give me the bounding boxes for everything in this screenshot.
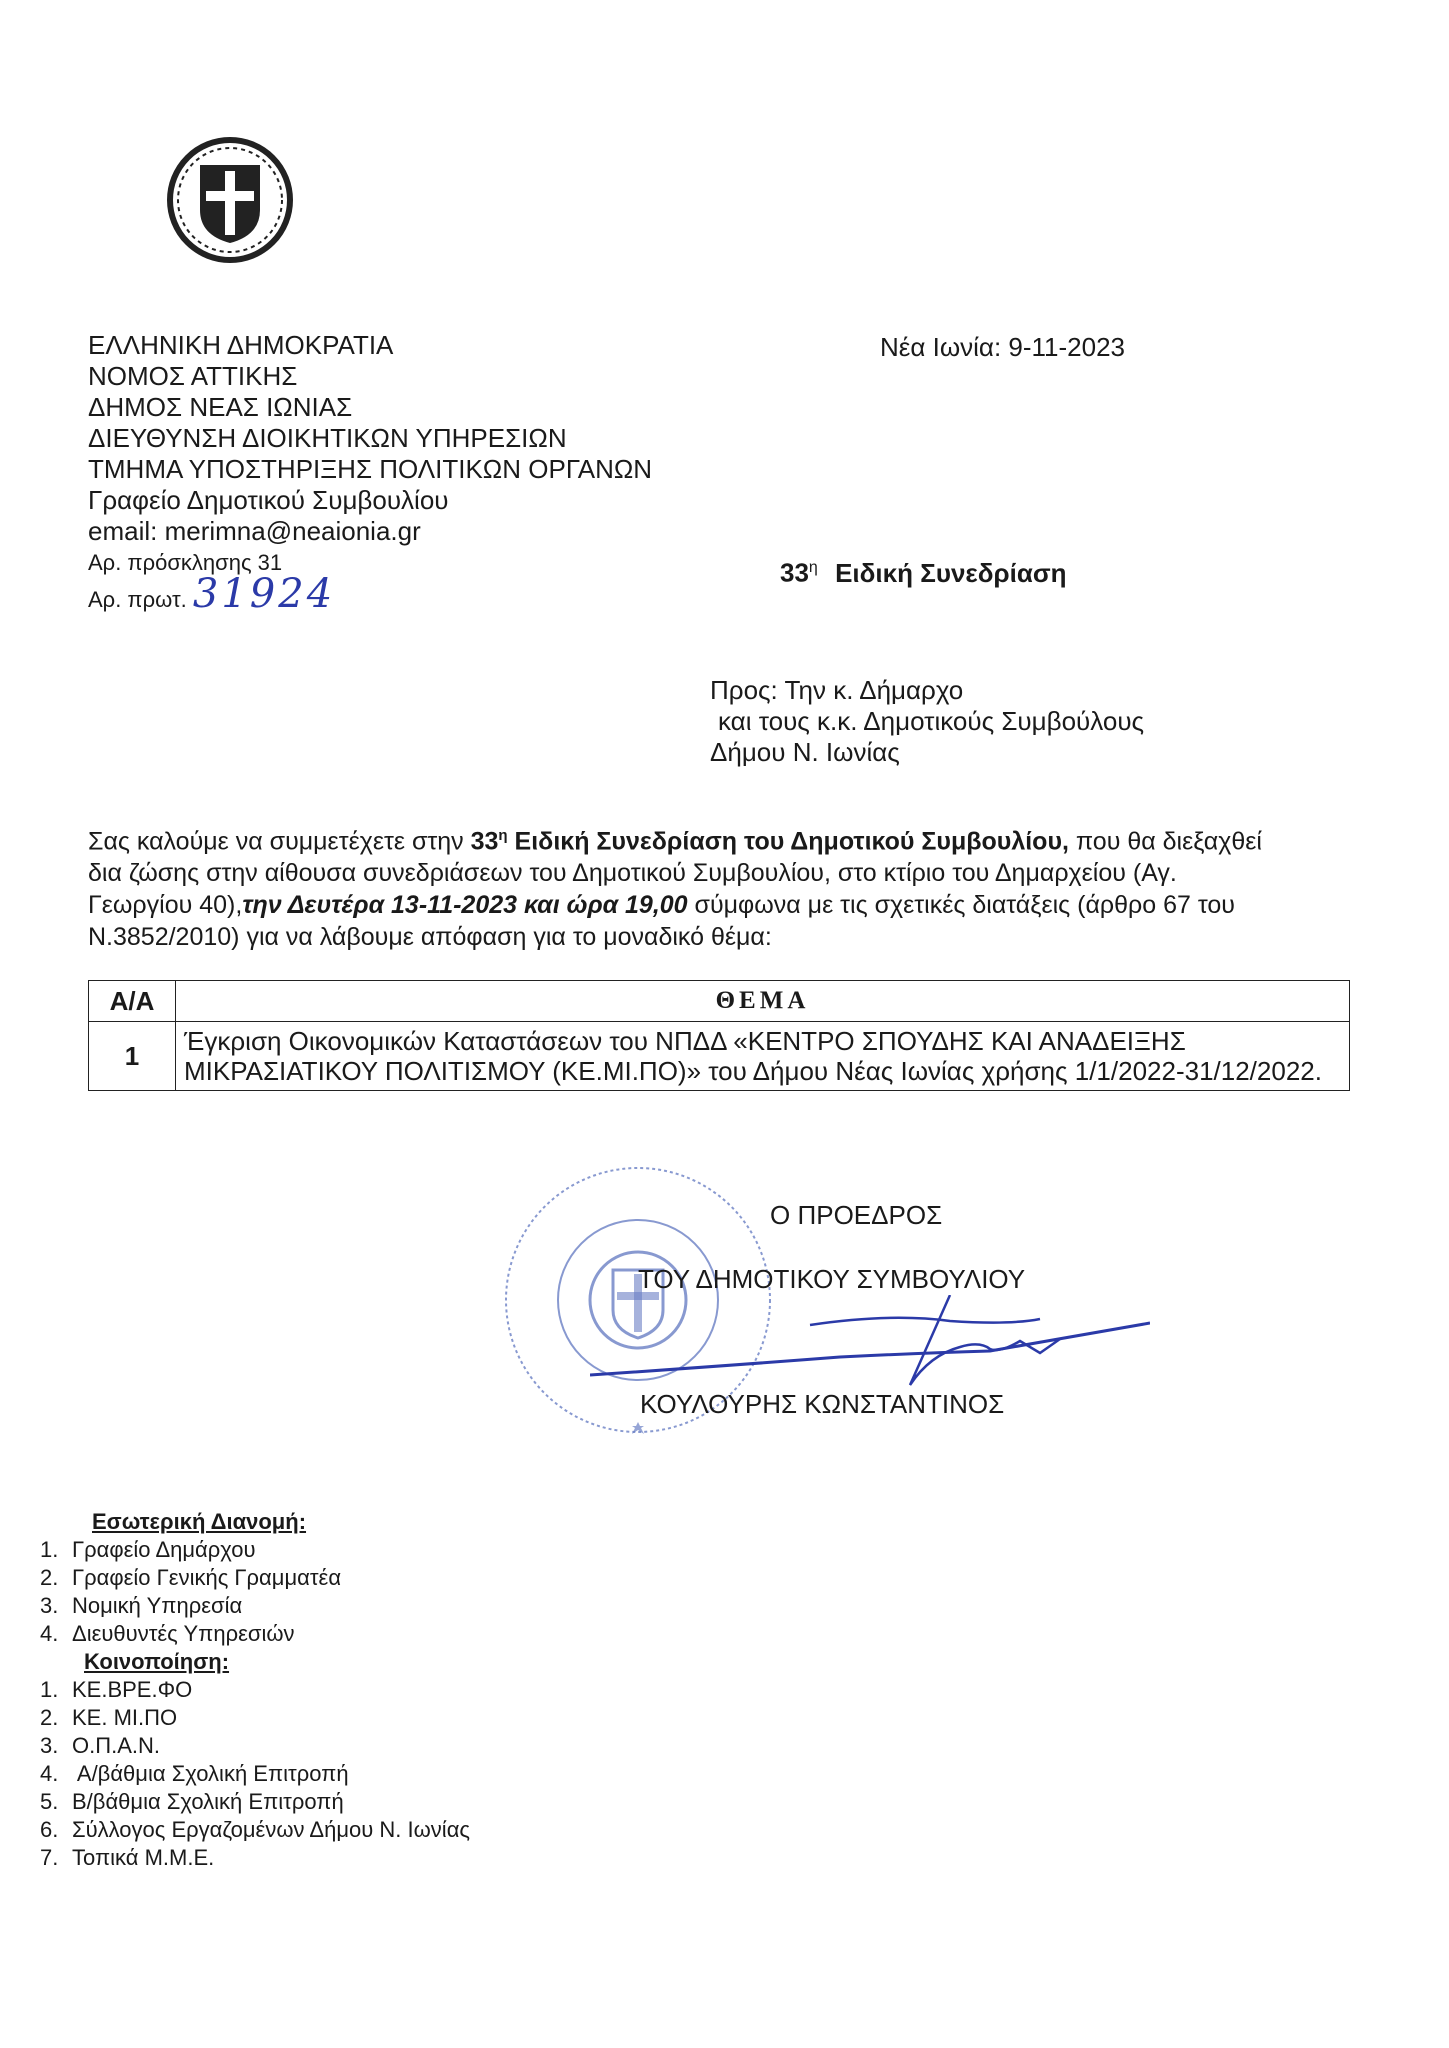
list-item: 2. Γραφείο Γενικής Γραμματέα [40, 1565, 342, 1590]
list-item: 5. Β/βάθμια Σχολική Επιτροπή [40, 1789, 344, 1814]
list-item: 3. Νομική Υπηρεσία [40, 1593, 243, 1618]
protocol-number [88, 571, 652, 617]
table-row [89, 1022, 1350, 1091]
signatory-name: ΚΟΥΛΟΥΡΗΣ ΚΩΝΣΤΑΝΤΙΝΟΣ [640, 1389, 1005, 1419]
column-header-subject: ΘΕΜΑ [176, 981, 1350, 1022]
list-item: 4. Α/βάθμια Σχολική Επιτροπή [40, 1761, 349, 1786]
paragraph-text: Σας καλούμε να συμμετέχετε στην [88, 827, 471, 856]
list-item: 1. Γραφείο Δημάρχου [40, 1537, 256, 1562]
list-item: 1. ΚΕ.ΒΡΕ.ΦΟ [40, 1677, 193, 1702]
recipient-line: και τους κ.κ. Δημοτικούς Συμβούλους [718, 706, 1145, 736]
signature-title-2: ΤΟΥ ΔΗΜΟΤΙΚΟΥ ΣΥΜΒΟΥΛΙΟΥ [638, 1264, 1026, 1294]
issuer-block [88, 330, 652, 617]
list-item: 6. Σύλλογος Εργαζομένων Δήμου Ν. Ιωνίας [40, 1817, 471, 1842]
list-item: 4. Διευθυντές Υπηρεσιών [40, 1621, 295, 1646]
issuer-line: ΔΙΕΥΘΥΝΣΗ ΔΙΟΙΚΗΤΙΚΩΝ ΥΠΗΡΕΣΙΩΝ [88, 423, 567, 453]
issuer-line: ΕΛΛΗΝΙΚΗ ΔΗΜΟΚΡΑΤΙΑ [88, 330, 394, 360]
issuer-line: Γραφείο Δημοτικού Συμβουλίου [88, 485, 449, 515]
protocol-handwritten-number: 31924 [192, 571, 336, 617]
session-sup: η [808, 559, 818, 576]
internal-distribution-list [0, 1536, 470, 1648]
distribution-block [0, 1508, 470, 1872]
invitation-number: Αρ. πρόσκλησης 31 [88, 550, 283, 575]
cc-title: Κοινοποίηση: [84, 1649, 230, 1674]
list-item: 2. ΚΕ. ΜΙ.ΠΟ [40, 1705, 178, 1730]
session-name: Ειδική Συνεδρίαση [835, 557, 1067, 588]
list-item: 7. Τοπικά Μ.Μ.Ε. [40, 1845, 215, 1870]
issuer-line: ΤΜΗΜΑ ΥΠΟΣΤΗΡΙΞΗΣ ΠΟΛΙΤΙΚΩΝ ΟΡΓΑΝΩΝ [88, 454, 653, 484]
issuer-line: ΝΟΜΟΣ ΑΤΤΙΚΗΣ [88, 361, 298, 391]
recipient-line: Προς: Την κ. Δήμαρχο [710, 675, 964, 705]
cc-list [0, 1676, 470, 1872]
row-subject: Έγκριση Οικονομικών Καταστάσεων του ΝΠΔΔ «ΚΕΝΤΡΟ ΣΠΟΥΔΗΣ ΚΑΙ ΑΝΑΔΕΙΞΗΣ ΜΙΚΡΑΣΙΑΤΙΚΟΥ ΠΟΛΙΤΙΣΜΟΥ (ΚΕ.ΜΙ.ΠΟ)» του Δήμου Νέας Ιωνίας χρήσης 1/1/2022-31/12/2022. [176, 1022, 1350, 1091]
signature-title-1: Ο ΠΡΟΕΔΡΟΣ [770, 1200, 943, 1230]
topic-table-wrapper [88, 980, 1350, 1091]
internal-distribution-title: Εσωτερική Διανομή: [92, 1509, 307, 1534]
table-header-row [89, 981, 1350, 1022]
issuer-line: ΔΗΜΟΣ ΝΕΑΣ ΙΩΝΙΑΣ [88, 392, 353, 422]
session-title [780, 552, 1067, 589]
invitation-paragraph [88, 820, 1288, 953]
column-header-aa: Α/Α [89, 981, 176, 1022]
paragraph-text: σύμφωνα με τις σχετικές διατάξεις (άρθρο 67 του Ν.3852/2010) για να λάβουμε απόφαση για το μοναδικό θέμα: [88, 891, 1235, 952]
paragraph-text: που θα διεξαχθεί δια ζώσης στην αίθουσα συνεδριάσεων του Δημοτικού Συμβουλίου, στο κτίριο του Δημαρχείου (Αγ. Γεωργίου 40), [88, 827, 1262, 920]
row-aa: 1 [89, 1022, 176, 1091]
paragraph-session-number: 33 [470, 827, 499, 856]
session-number: 33 [780, 557, 809, 588]
issuer-email: email: merimna@neaionia.gr [88, 516, 421, 546]
recipient-line: Δήμου Ν. Ιωνίας [710, 737, 900, 767]
paragraph-session-sup: η [498, 827, 508, 844]
paragraph-date-time: την Δευτέρα 13-11-2023 και ώρα 19,00 [242, 891, 688, 920]
paragraph-session-name: Ειδική Συνεδρίαση του Δημοτικού Συμβουλίου, [507, 827, 1069, 856]
list-item: 3. Ο.Π.Α.Ν. [40, 1733, 161, 1758]
topic-table [88, 980, 1350, 1091]
protocol-label: Αρ. πρωτ. [88, 587, 187, 612]
coat-of-arms-icon [165, 135, 295, 265]
recipients-block [710, 675, 1144, 768]
place-date: Νέα Ιωνία: 9-11-2023 [880, 332, 1126, 362]
